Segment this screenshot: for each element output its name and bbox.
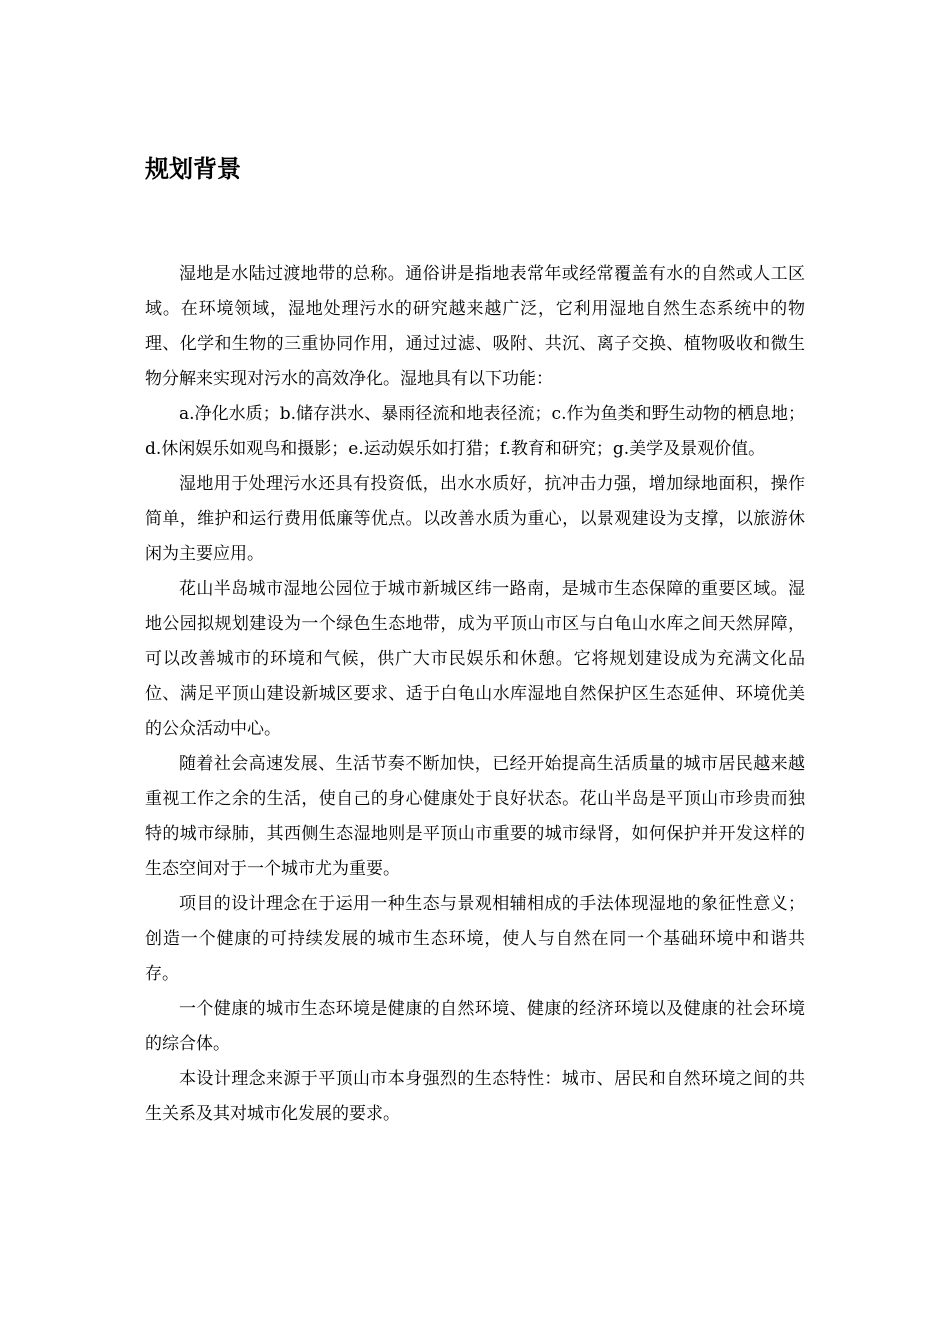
- paragraph-healthy-environment: 一个健康的城市生态环境是健康的自然环境、健康的经济环境以及健康的社会环境的综合体。: [145, 999, 805, 1054]
- paragraph-park-location: 花山半岛城市湿地公园位于城市新城区纬一路南，是城市生态保障的重要区域。湿地公园拟规划建设为一个绿色生态地带，成为平顶山市区与白龟山水库之间天然屏障，可以改善城市的环境和气候，供广大市民娱乐和休憩。它将规划建设成为充满文化品位、满足平顶山建设新城区要求、适于白龟山水库湿地自然保护区生态延伸、环境优美的公众活动中心。: [145, 579, 805, 739]
- document-body: [145, 257, 805, 1132]
- paragraph-social-development: 随着社会高速发展、生活节奏不断加快，已经开始提高生活质量的城市居民越来越重视工作之余的生活，使自己的身心健康处于良好状态。花山半岛是平顶山市珍贵而独特的城市绿肺，其西侧生态湿地则是平顶山市重要的城市绿肾，如何保护并开发这样的生态空间对于一个城市尤为重要。: [145, 754, 805, 879]
- paragraph-wetland-advantages: 湿地用于处理污水还具有投资低，出水水质好，抗冲击力强，增加绿地面积，操作简单，维护和运行费用低廉等优点。以改善水质为重心，以景观建设为支撑，以旅游休闲为主要应用。: [145, 474, 805, 564]
- page-title: 规划背景: [145, 155, 241, 183]
- paragraph-concept-source: 本设计理念来源于平顶山市本身强烈的生态特性：城市、居民和自然环境之间的共生关系及其对城市化发展的要求。: [145, 1069, 805, 1124]
- paragraph-design-concept: 项目的设计理念在于运用一种生态与景观相辅相成的手法体现湿地的象征性意义；创造一个健康的可持续发展的城市生态环境，使人与自然在同一个基础环境中和谐共存。: [145, 894, 805, 984]
- paragraph-wetland-definition: 湿地是水陆过渡地带的总称。通俗讲是指地表常年或经常覆盖有水的自然或人工区域。在环境领域，湿地处理污水的研究越来越广泛，它利用湿地自然生态系统中的物理、化学和生物的三重协同作用，通过过滤、吸附、共沉、离子交换、植物吸收和微生物分解来实现对污水的高效净化。湿地具有以下功能：: [145, 264, 805, 389]
- paragraph-wetland-functions: a.净化水质；b.储存洪水、暴雨径流和地表径流；c.作为鱼类和野生动物的栖息地；d.休闲娱乐如观鸟和摄影；e.运动娱乐如打猎；f.教育和研究；g.美学及景观价值。: [145, 404, 805, 459]
